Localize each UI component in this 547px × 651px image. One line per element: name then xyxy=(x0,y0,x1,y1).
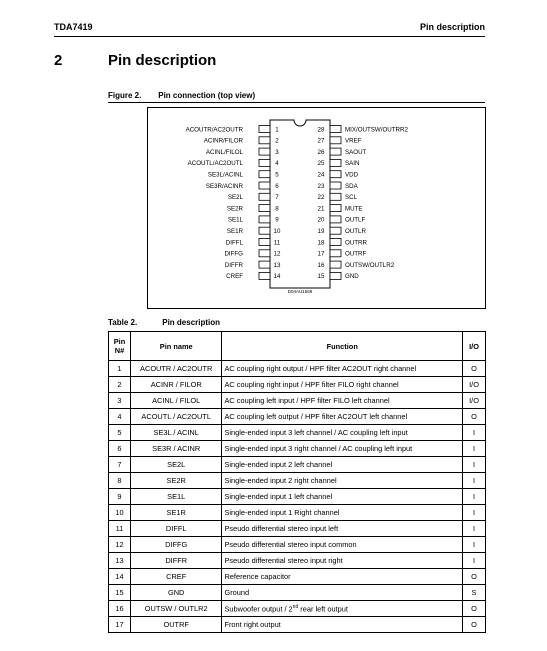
table-row xyxy=(109,441,486,457)
cell-function: Pseudo differential stereo input left xyxy=(222,521,463,537)
pin-number-right: 25 xyxy=(317,160,325,168)
cell-pin-number: 17 xyxy=(109,617,131,633)
figure-caption-rule xyxy=(108,102,485,103)
cell-pin-name: ACINR / FILOR xyxy=(130,377,222,393)
cell-pin-name: DIFFG xyxy=(130,537,222,553)
pin-name-left: ACINL/FILOL xyxy=(205,148,243,156)
pin-box-right xyxy=(330,137,341,144)
cell-io: O xyxy=(463,601,486,617)
pin-name-left: ACOUTL/AC2OUTL xyxy=(187,160,243,168)
pin-box-right xyxy=(330,193,341,200)
pin-box-right xyxy=(330,126,341,133)
pin-name-left: SE1R xyxy=(226,228,243,235)
pin-name-right: VDD xyxy=(345,171,359,179)
pin-number-right: 19 xyxy=(317,228,325,235)
cell-pin-name: ACOUTL / AC2OUTL xyxy=(130,409,222,425)
cell-pin-number: 6 xyxy=(109,441,131,457)
running-header-section: Pin description xyxy=(419,22,485,32)
cell-io: I xyxy=(463,473,486,489)
pin-box-right xyxy=(330,250,341,257)
cell-function: Single-ended input 2 right channel xyxy=(222,473,463,489)
header-function: Function xyxy=(222,332,463,361)
pin-number-left: 6 xyxy=(275,182,279,190)
cell-pin-number: 14 xyxy=(109,569,131,585)
pin-number-left: 14 xyxy=(273,273,281,281)
pin-name-left: SE2R xyxy=(226,205,243,213)
cell-function: Single-ended input 1 Right channel xyxy=(222,505,463,521)
cell-function: Ground xyxy=(222,585,463,601)
pin-box-right xyxy=(330,171,341,178)
pin-box-left xyxy=(259,126,270,133)
pin-box-left xyxy=(259,272,270,279)
header-rule xyxy=(54,36,485,37)
pin-name-right: MIX/OUTSW/OUTRR2 xyxy=(345,126,408,134)
cell-function: Pseudo differential stereo input right xyxy=(222,553,463,569)
table-row xyxy=(109,585,486,601)
pin-box-left xyxy=(259,182,270,189)
figure-title: Pin connection (top view) xyxy=(158,91,256,100)
cell-pin-number: 8 xyxy=(109,473,131,489)
pin-number-left: 3 xyxy=(275,148,279,156)
pin-box-left xyxy=(259,171,270,178)
pin-number-left: 2 xyxy=(275,137,279,145)
figure-code: D04AU1568 xyxy=(287,289,313,294)
cell-io: I/O xyxy=(463,393,486,409)
cell-function: Reference capacitor xyxy=(222,569,463,585)
cell-function: AC coupling right output / HPF filter AC2OUT right channel xyxy=(222,361,463,377)
pin-name-right: GND xyxy=(345,273,359,281)
pin-name-right: SAOUT xyxy=(345,148,367,156)
cell-pin-name: GND xyxy=(130,585,222,601)
function-text: rear left output xyxy=(298,604,348,614)
cell-pin-name: SE1R xyxy=(130,505,222,521)
cell-io: I xyxy=(463,521,486,537)
table-row xyxy=(109,425,486,441)
pin-box-right xyxy=(330,148,341,155)
cell-pin-number: 16 xyxy=(109,601,131,617)
pin-name-right: OUTRF xyxy=(345,250,367,258)
cell-pin-number: 7 xyxy=(109,457,131,473)
cell-pin-name: DIFFR xyxy=(130,553,222,569)
cell-pin-number: 13 xyxy=(109,553,131,569)
pin-name-left: SE3R/ACINR xyxy=(205,182,243,190)
cell-function: Pseudo differential stereo input common xyxy=(222,537,463,553)
cell-pin-number: 15 xyxy=(109,585,131,601)
pin-number-left: 7 xyxy=(275,194,279,202)
table-row xyxy=(109,553,486,569)
pin-name-left: SE3L/ACINL xyxy=(207,171,243,179)
pin-box-left xyxy=(259,205,270,212)
table-row xyxy=(109,377,486,393)
table-label: Table 2. xyxy=(108,318,138,327)
cell-pin-number: 11 xyxy=(109,521,131,537)
pin-number-left: 12 xyxy=(273,250,281,258)
pin-name-left: CREF xyxy=(226,273,243,281)
cell-io: O xyxy=(463,569,486,585)
section-title: Pin description xyxy=(108,52,217,69)
cell-pin-name: SE3R / ACINR xyxy=(130,441,222,457)
cell-pin-name: SE3L / ACINL xyxy=(130,425,222,441)
pin-number-left: 10 xyxy=(273,228,281,235)
pin-number-right: 23 xyxy=(317,182,325,190)
cell-pin-number: 5 xyxy=(109,425,131,441)
cell-io: I xyxy=(463,425,486,441)
pin-box-left xyxy=(259,227,270,234)
pin-name-right: VREF xyxy=(345,137,362,145)
pin-box-left xyxy=(259,239,270,246)
pin-name-left: ACINR/FILOR xyxy=(203,137,243,145)
cell-io: I xyxy=(463,537,486,553)
cell-pin-number: 10 xyxy=(109,505,131,521)
cell-pin-number: 9 xyxy=(109,489,131,505)
cell-io: I xyxy=(463,505,486,521)
cell-io: S xyxy=(463,585,486,601)
cell-io: O xyxy=(463,409,486,425)
cell-function: AC coupling left output / HPF filter AC2OUT left channel xyxy=(222,409,463,425)
figure-caption xyxy=(108,91,255,100)
table-title: Pin description xyxy=(162,318,221,327)
pin-box-left xyxy=(259,148,270,155)
figure-label: Figure 2. xyxy=(108,91,142,100)
pin-box-left xyxy=(259,193,270,200)
pin-number-right: 18 xyxy=(317,239,325,247)
pin-box-right xyxy=(330,239,341,246)
cell-pin-name: OUTRF xyxy=(130,617,222,633)
pin-box-right xyxy=(330,205,341,212)
pin-box-right xyxy=(330,182,341,189)
header-io: I/O xyxy=(463,332,486,361)
cell-pin-number: 2 xyxy=(109,377,131,393)
cell-function: Single-ended input 2 left channel xyxy=(222,457,463,473)
pin-number-right: 27 xyxy=(317,137,325,145)
pin-box-left xyxy=(259,159,270,166)
pin-number-right: 26 xyxy=(317,148,325,156)
table-row xyxy=(109,393,486,409)
pin-number-right: 16 xyxy=(317,261,325,269)
pin-name-right: OUTLF xyxy=(345,216,366,224)
pin-name-right: OUTSW/OUTLR2 xyxy=(345,261,395,269)
cell-io: I xyxy=(463,489,486,505)
cell-pin-name: SE2L xyxy=(130,457,222,473)
pin-name-right: OUTLR xyxy=(345,228,366,235)
cell-pin-name: ACOUTR / AC2OUTR xyxy=(130,361,222,377)
table-row xyxy=(109,601,486,617)
pin-name-right: SDA xyxy=(345,182,358,190)
pin-box-right xyxy=(330,261,341,268)
pin-number-right: 17 xyxy=(317,250,325,258)
table-row xyxy=(109,489,486,505)
cell-function xyxy=(222,601,463,617)
pin-box-left xyxy=(259,137,270,144)
cell-io: I xyxy=(463,553,486,569)
table-row xyxy=(109,617,486,633)
pin-number-right: 15 xyxy=(317,273,325,281)
pin-name-right: OUTRR xyxy=(345,239,367,247)
pin-number-right: 24 xyxy=(317,171,325,179)
pin-connection-figure xyxy=(147,107,486,309)
cell-io: I xyxy=(463,457,486,473)
pin-name-left: DIFFR xyxy=(224,261,243,269)
cell-function: Front right output xyxy=(222,617,463,633)
pin-number-left: 1 xyxy=(275,126,279,134)
table-row xyxy=(109,521,486,537)
pin-name-left: SE1L xyxy=(227,216,243,224)
pin-number-left: 11 xyxy=(273,239,281,247)
pin-box-right xyxy=(330,216,341,223)
pin-number-left: 5 xyxy=(275,171,279,179)
cell-pin-number: 4 xyxy=(109,409,131,425)
cell-pin-name: DIFFL xyxy=(130,521,222,537)
cell-pin-number: 12 xyxy=(109,537,131,553)
pin-name-right: MUTE xyxy=(345,205,363,213)
cell-pin-number: 3 xyxy=(109,393,131,409)
ordinal-suffix: nd xyxy=(292,603,299,610)
pin-number-left: 4 xyxy=(275,160,279,168)
table-caption xyxy=(108,318,220,327)
cell-function: AC coupling left input / HPF filter FILO left channel xyxy=(222,393,463,409)
table-body xyxy=(109,361,486,633)
pin-number-right: 22 xyxy=(317,194,325,202)
table-row xyxy=(109,361,486,377)
cell-pin-name: OUTSW / OUTLR2 xyxy=(130,601,222,617)
pin-name-left: DIFFL xyxy=(225,239,243,247)
header-pin-number: Pin N# xyxy=(109,332,131,361)
table-row xyxy=(109,505,486,521)
cell-pin-number: 1 xyxy=(109,361,131,377)
cell-io: O xyxy=(463,617,486,633)
pin-number-left: 13 xyxy=(273,261,281,269)
pin-box-right xyxy=(330,272,341,279)
pin-box-right xyxy=(330,227,341,234)
pin-box-left xyxy=(259,250,270,257)
pin-name-left: SE2L xyxy=(227,194,243,202)
cell-pin-name: CREF xyxy=(130,569,222,585)
pin-number-right: 28 xyxy=(317,126,325,134)
pin-name-left: DIFFG xyxy=(224,250,243,258)
pin-number-right: 20 xyxy=(317,216,325,224)
cell-pin-name: SE1L xyxy=(130,489,222,505)
table-row xyxy=(109,537,486,553)
cell-function: Single-ended input 1 left channel xyxy=(222,489,463,505)
cell-function: Single-ended input 3 left channel / AC coupling left input xyxy=(222,425,463,441)
table-header-row xyxy=(109,332,486,361)
table-row xyxy=(109,409,486,425)
pin-box-left xyxy=(259,216,270,223)
cell-pin-name: ACINL / FILOL xyxy=(130,393,222,409)
pin-description-table xyxy=(108,331,486,633)
running-header-part-number: TDA7419 xyxy=(54,22,93,32)
pin-number-right: 21 xyxy=(317,205,325,213)
function-text: Subwoofer output / 2 xyxy=(224,604,293,614)
pin-number-left: 9 xyxy=(275,216,279,224)
header-pin-name: Pin name xyxy=(130,332,222,361)
cell-io: I/O xyxy=(463,377,486,393)
pin-name-right: SAIN xyxy=(345,160,360,168)
table-row xyxy=(109,569,486,585)
table-row xyxy=(109,473,486,489)
cell-io: I xyxy=(463,441,486,457)
pin-box-right xyxy=(330,159,341,166)
table-row xyxy=(109,457,486,473)
cell-pin-name: SE2R xyxy=(130,473,222,489)
cell-function: Single-ended input 3 right channel / AC coupling left input xyxy=(222,441,463,457)
ic-package-diagram xyxy=(148,108,485,308)
section-number: 2 xyxy=(54,52,63,69)
pin-name-left: ACOUTR/AC2OUTR xyxy=(185,126,243,134)
pin-number-left: 8 xyxy=(275,205,279,213)
pin-box-left xyxy=(259,261,270,268)
pin-name-right: SCL xyxy=(345,194,358,202)
cell-function: AC coupling right input / HPF filter FILO right channel xyxy=(222,377,463,393)
cell-io: O xyxy=(463,361,486,377)
